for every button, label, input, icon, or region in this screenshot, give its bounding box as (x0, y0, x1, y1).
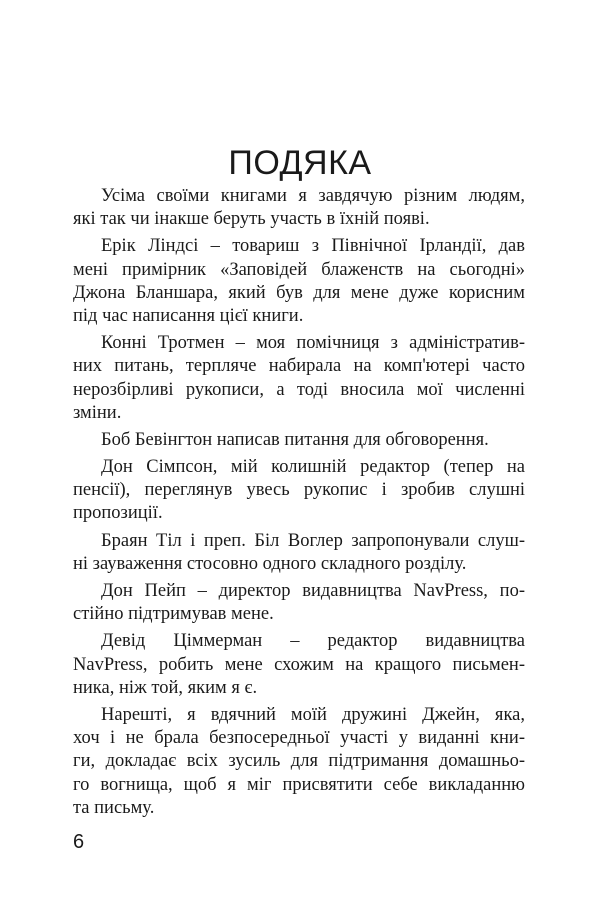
paragraph (73, 580, 525, 626)
paragraph (73, 185, 525, 231)
text-line: NavPress, робить мене схожим на кращого письмен- (73, 654, 525, 675)
text-line: Ерік Ліндсі – товариш з Північної Ірландії, дав (101, 236, 525, 257)
paragraph (73, 630, 525, 700)
page-number: 6 (73, 831, 85, 853)
paragraph (73, 429, 525, 452)
text-line: пенсії), переглянув увесь рукопис і зробив слушні (73, 480, 525, 501)
text-line: мені примірник «Заповідей блаженств на сьогодні» (73, 259, 525, 280)
text-line: пропозиції. (73, 503, 163, 524)
page-title: ПОДЯКА (228, 144, 372, 182)
text-line: Дон Пейп – директор видавництва NavPress, по- (101, 581, 525, 601)
paragraph (73, 704, 525, 820)
paragraph (73, 332, 525, 425)
text-line: хоч і не брала безпосередньої участі у виданні кни- (73, 728, 525, 749)
text-line: нерозбірливі рукописи, а тоді вносила мої численні (73, 379, 525, 400)
text-line: них питань, терпляче набирала на комп'ютері часто (73, 356, 525, 377)
paragraph (73, 530, 525, 576)
text-line: Нарешті, я вдячний моїй дружині Джейн, яка, (101, 704, 525, 725)
text-line: стійно підтримував мене. (73, 604, 274, 625)
text-line: ника, ніж той, яким я є. (73, 677, 258, 698)
text-line: під час написання цієї книги. (73, 305, 304, 326)
text-line: зміни. (73, 402, 122, 423)
text-line: Усіма своїми книгами я завдячую різним людям, (101, 186, 525, 206)
text-line: Девід Ціммерман – редактор видавництва (101, 631, 525, 652)
text-line: ги, докладає всіх зусиль для підтримання домашньо- (73, 751, 525, 772)
paragraph (73, 235, 525, 328)
text-line: ні зауваження стосовно одного складного розділу. (73, 553, 467, 574)
text-line: які так чи інакше беруть участь в їхній появі. (73, 209, 430, 230)
text-line: Браян Тіл і преп. Біл Воглер запропонували слуш- (101, 530, 525, 551)
text-line: Конні Тротмен – моя помічниця з адміністратив- (101, 333, 525, 354)
text-line: Джона Бланшара, який був для мене дуже корисним (73, 282, 525, 303)
paragraph (73, 456, 525, 526)
text-line: го вогнища, щоб я міг присвятити себе викладанню (73, 774, 525, 795)
text-line: та письму. (73, 797, 155, 818)
text-line: Дон Сімпсон, мій колишній редактор (тепер на (101, 457, 525, 478)
text-line: Боб Бевінгтон написав питання для обговорення. (101, 429, 489, 450)
acknowledgements-text (73, 185, 525, 824)
